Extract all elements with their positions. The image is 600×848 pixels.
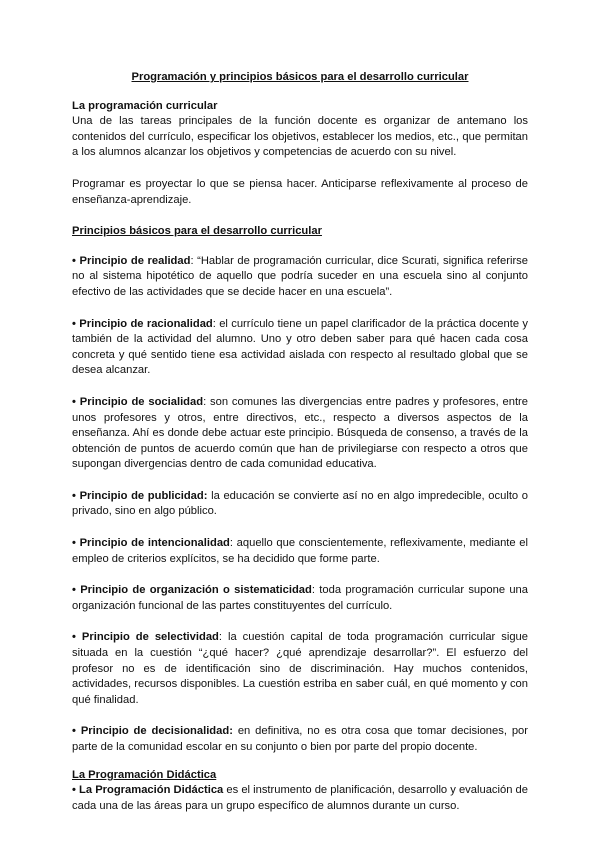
paragraph-programacion-didactica [72,783,528,814]
principle-text: : toda programación curricular supone una organización funcional de las partes constituyentes del currículo. [72,584,528,612]
principle-publicidad [72,489,528,520]
bullet-icon: • [72,254,76,267]
principle-racionalidad [72,317,528,379]
paragraph-intro: Una de las tareas principales de la función docente es organizar de antemano los contenidos del currículo, especificar los objetivos, establecer los medios, etc., que permitan a los alumnos alcanzar los objetivos y competencias de acuerdo con su nivel. [72,115,528,159]
section-heading-programacion-didactica: La Programación Didáctica [72,768,217,781]
principle-term: Principio de selectividad [81,631,219,644]
principle-text: : la cuestión capital de toda programación curricular sigue situada en la cuestión “¿qué hacer? ¿qué aprendizaje desarrollar?”. El esfuerzo del profesor no es de identificación sino de discriminación. Hay muchos contenidos, actividades, recursos disponibles. La cuestión estriba en saber cuál, en qué momento y con qué finalidad. [72,631,529,706]
principle-text: : “Hablar de programación curricular, dice Scurati, significa referirse no al sistema hipotético de aquello que podría suceder en una escuela sino al conjunto efectivo de las actividades que se decide hacer en una escuela”. [72,254,528,298]
bullet-icon: • [72,784,76,797]
principle-decisionalidad [72,724,528,755]
principle-term: Principio de publicidad: [79,489,208,502]
bullet-icon: • [72,725,76,738]
principle-term: Principio de socialidad [79,395,204,408]
section-heading-programacion-curricular: La programación curricular [72,99,218,112]
principle-socialidad [72,395,528,473]
principle-term: Principio de organización o sistematicidad [80,584,312,597]
principle-term: Principio de intencionalidad [79,537,230,550]
bullet-icon: • [72,537,76,550]
principle-selectividad [72,630,528,708]
principle-realidad [72,254,528,301]
didactica-term: La Programación Didáctica [79,784,224,797]
section-heading-principios: Principios básicos para el desarrollo curricular [72,225,322,238]
principle-term: Principio de realidad [79,254,191,267]
principle-text: : aquello que conscientemente, reflexivamente, mediante el empleo de criterios explícitos, se ha decidido que forme parte. [72,537,529,565]
didactica-text: es el instrumento de planificación, desarrollo y evaluación de cada una de las áreas para un grupo específico de alumnos durante un curso. [72,784,529,812]
bullet-icon: • [72,631,76,644]
principle-text: : el currículo tiene un papel clarificador de la práctica docente y también de la actividad del alumno. Uno y otro deben saber para qué hacen cada cosa concreta y qué sentido tiene esa actividad aislada con respecto al resultado global que se desea alcanzar. [72,317,528,377]
bullet-icon: • [72,395,76,408]
principle-intencionalidad [72,536,528,567]
bullet-icon: • [72,489,76,502]
principle-organizacion [72,583,528,614]
principle-text: la educación se convierte así no en algo impredecible, oculto o privado, sino en algo público. [72,489,529,518]
bullet-icon: • [72,584,76,597]
principle-text: en definitiva, no es otra cosa que tomar decisiones, por parte de la comunidad escolar en su conjunto o bien por parte del propio docente. [72,725,529,753]
document-page [72,70,528,814]
bullet-icon: • [72,317,76,330]
principle-term: Principio de decisionalidad: [80,725,233,738]
principle-text: : son comunes las divergencias entre padres y profesores, entre unos profesores y otros, entre directivos, etc., respecto a diversos aspectos de la enseñanza. Ahí es donde debe actuar este principio. Búsqueda de consenso, a través de la obtención de puntos de acuerdo común que han de privilegiarse con respecto a otros que supongan divergencias dentro de cada comunidad educativa. [72,395,529,471]
principle-term: Principio de racionalidad [79,317,213,330]
paragraph-programar: Programar es proyectar lo que se piensa hacer. Anticiparse reflexivamente al proceso de enseñanza-aprendizaje. [72,177,528,206]
document-title: Programación y principios básicos para el desarrollo curricular [131,71,469,83]
